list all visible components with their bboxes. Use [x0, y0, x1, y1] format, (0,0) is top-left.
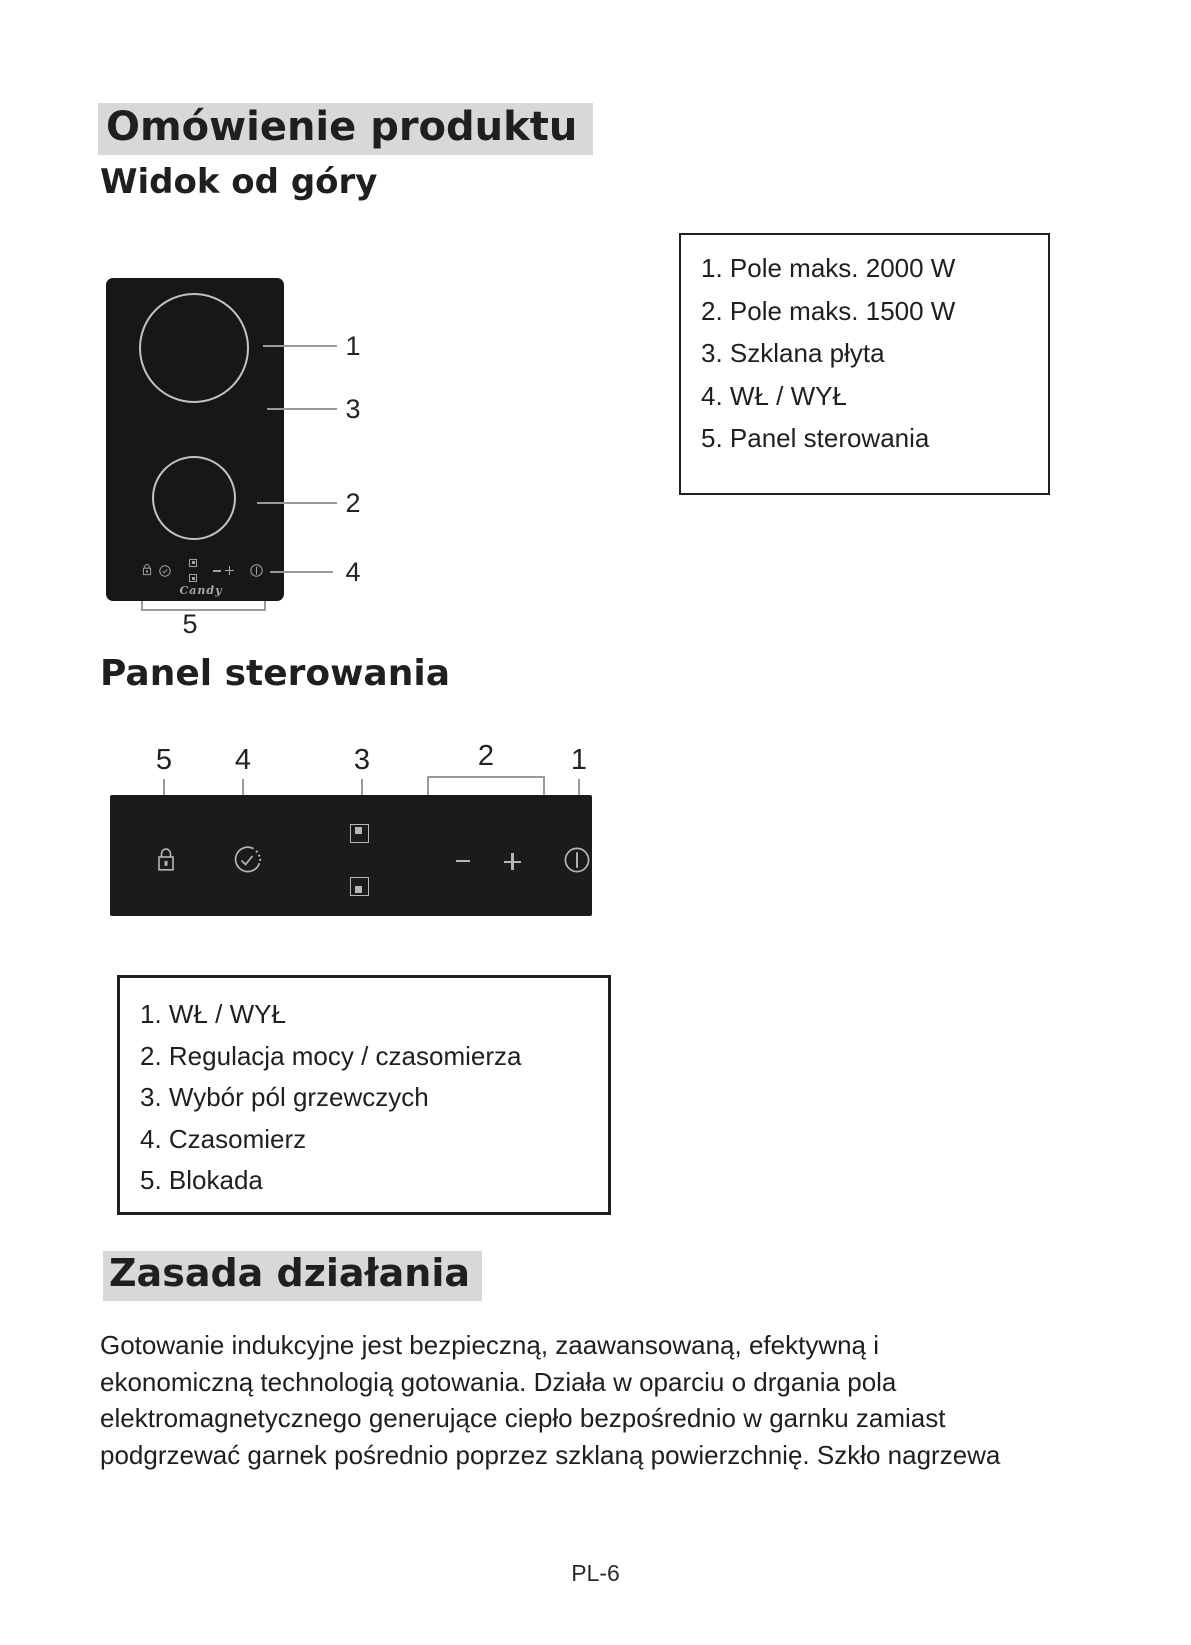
- burner-circle-large: [139, 293, 249, 403]
- mini-minus-icon: [213, 570, 221, 572]
- mini-lock-icon: [142, 563, 152, 576]
- panel-callout-number-2: 2: [477, 740, 495, 772]
- control-panel-diagram: [110, 795, 592, 916]
- callout-number-2: 2: [345, 488, 361, 518]
- panel-callout-number-3: 3: [353, 744, 371, 776]
- mini-zone-bottom-icon: [189, 574, 197, 582]
- callout-bracket-5: [141, 601, 266, 611]
- panel-callout-number-4: 4: [234, 744, 252, 776]
- principle-paragraph: [100, 1327, 1000, 1473]
- page-number: PL-6: [571, 1560, 620, 1586]
- legend-box-control-panel: [117, 975, 611, 1215]
- legend-item: 1. Pole maks. 2000 W: [701, 253, 956, 283]
- section-heading-top-view: Widok od góry: [100, 162, 378, 202]
- paragraph-line: podgrzewać garnek pośrednio poprzez szklaną powierzchnię. Szkło nagrzewa: [100, 1439, 1001, 1470]
- legend-item: 3. Szklana płyta: [701, 338, 885, 369]
- callout-line-3: [267, 408, 337, 410]
- mini-power-icon: [250, 564, 263, 577]
- legend-item: 4. WŁ / WYŁ: [701, 380, 847, 411]
- power-icon: [564, 847, 590, 873]
- legend-item: 1. WŁ / WYŁ: [140, 999, 286, 1029]
- callout-line-4: [270, 571, 333, 573]
- section-heading-principle-wrap: [103, 1251, 482, 1301]
- panel-callout-number-5: 5: [155, 744, 173, 776]
- callout-line-2: [257, 502, 337, 504]
- legend-item: 5. Blokada: [140, 1165, 263, 1196]
- zone-select-bottom-icon: [350, 877, 369, 896]
- mini-zone-top-icon: [189, 559, 197, 567]
- section-heading-control-panel: Panel sterowania: [100, 653, 450, 694]
- legend-item: 2. Regulacja mocy / czasomierza: [140, 1040, 522, 1071]
- panel-callout-bracket-2: [427, 776, 545, 796]
- callout-number-4: 4: [345, 557, 361, 587]
- callout-number-5: 5: [182, 609, 198, 639]
- section-heading-principle: Zasada działania: [103, 1251, 482, 1301]
- callout-number-3: 3: [345, 394, 361, 424]
- legend-item: 3. Wybór pól grzewczych: [140, 1082, 429, 1113]
- mini-plus-icon: [225, 566, 234, 575]
- burner-circle-small: [152, 456, 236, 540]
- callout-line-1: [263, 345, 337, 347]
- legend-item: 4. Czasomierz: [140, 1123, 307, 1154]
- page-title-wrap: [98, 103, 593, 155]
- legend-item: 2. Pole maks. 1500 W: [701, 295, 956, 326]
- legend-box-top-view: [679, 233, 1050, 495]
- timer-icon: [232, 845, 262, 875]
- plus-icon: [504, 853, 521, 870]
- paragraph-line: Gotowanie indukcyjne jest bezpieczną, zaawansowaną, efektywną i: [100, 1330, 880, 1360]
- minus-icon: [456, 860, 470, 862]
- zone-select-top-icon: [350, 824, 369, 843]
- candy-logo: Candy: [179, 584, 223, 597]
- legend-item: 5. Panel sterowania: [701, 423, 930, 454]
- lock-icon: [156, 846, 176, 873]
- hob-diagram: [106, 278, 284, 601]
- paragraph-line: ekonomiczną technologią gotowania. Działa w oparciu o drgania pola: [100, 1366, 897, 1397]
- panel-callout-number-1: 1: [570, 744, 588, 776]
- mini-timer-icon: [159, 565, 171, 577]
- paragraph-line: elektromagnetycznego generujące ciepło bezpośrednio w garnku zamiast: [100, 1403, 946, 1434]
- callout-number-1: 1: [345, 331, 361, 361]
- page-title: Omówienie produktu: [98, 103, 593, 155]
